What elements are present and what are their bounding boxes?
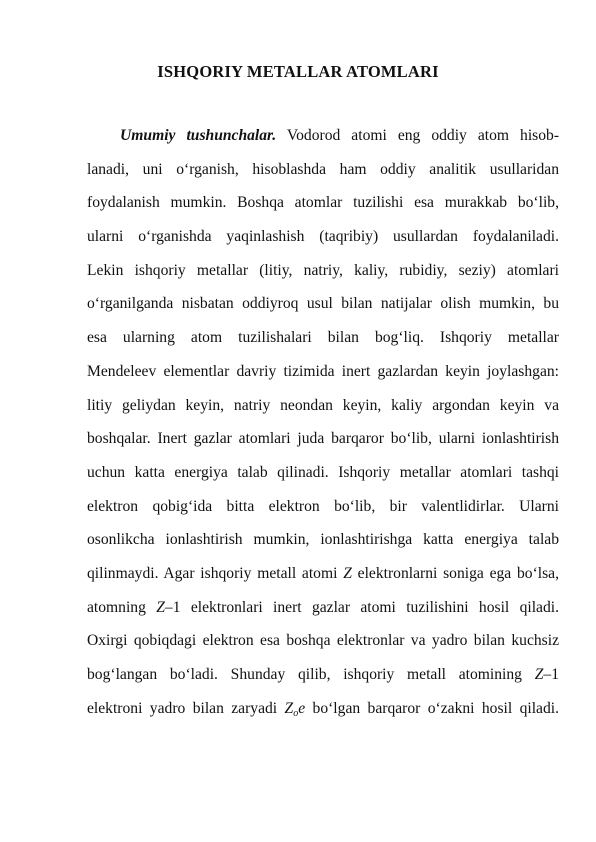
variable-e: e: [298, 699, 306, 717]
line-text: bo‘lgan barqaror o‘zakni hosil qiladi.: [305, 699, 559, 717]
paragraph-line: uchun katta energiya talab qilinadi. Ishqoriy metallar atomlari tashqi: [87, 463, 559, 481]
variable-z: Z: [343, 564, 352, 582]
line-text: Vodorod atomi eng oddiy atom hisob-: [276, 127, 560, 144]
line-text: –1: [543, 666, 559, 683]
paragraph-line: [87, 119, 559, 153]
paragraph-line: Lekin ishqoriy metallar (litiy, natriy, kaliy, rubidiy, seziy) atomlari: [87, 261, 559, 279]
paragraph-line: Oxirgi qobiqdagi elektron esa boshqa elektronlar va yadro bilan kuchsiz: [87, 632, 559, 650]
line-text: qilinmaydi. Agar ishqoriy metall atomi: [87, 564, 344, 582]
paragraph-line: elektron qobig‘ida bitta elektron bo‘lib, bir valentlidirlar. Ularni: [87, 497, 559, 515]
paragraph-line: litiy geliydan keyin, natriy neondan keyin, kaliy argondan keyin va: [87, 396, 559, 414]
paragraph-line: o‘rganilganda nisbatan oddiyroq usul bilan natijalar olish mumkin, bu: [87, 295, 559, 313]
paragraph-line: [87, 658, 559, 692]
paragraph-line: foydalanish mumkin. Boshqa atomlar tuzilishi esa murakkab bo‘lib,: [87, 194, 559, 212]
paragraph-line: [87, 557, 559, 591]
paragraph-line: lanadi, uni o‘rganish, hisoblashda ham oddiy analitik usullaridan: [87, 160, 559, 178]
paragraph-line: boshqalar. Inert gazlar atomlari juda barqaror bo‘lib, ularni ionlashtirish: [87, 430, 559, 448]
paragraph-line: Mendeleev elementlar davriy tizimida inert gazlardan keyin joylashgan:: [87, 362, 559, 380]
paragraph-line: osonlikcha ionlashtirish mumkin, ionlashtirishga katta energiya talab: [87, 531, 559, 549]
paragraph-line: [87, 692, 559, 726]
subscript-o: o: [293, 707, 299, 719]
variable-z: Z: [156, 598, 165, 616]
paragraph-line: esa ularning atom tuzilishalari bilan bog‘liq. Ishqoriy metallar: [87, 329, 559, 347]
variable-z: Z: [534, 666, 544, 683]
line-text: –1 elektronlari inert gazlar atomi tuzilishini hosil qiladi.: [164, 598, 559, 616]
line-text: atomning: [87, 598, 157, 616]
body-paragraph: [87, 119, 559, 725]
variable-z: Z: [284, 699, 294, 717]
document-title: ISHQORIY METALLAR ATOMLARI: [157, 62, 439, 81]
paragraph-line: ularni o‘rganishda yaqinlashish (taqribiy) usullardan foydalaniladi.: [87, 228, 559, 246]
paragraph-line: [87, 591, 559, 625]
line-text: elektronlarni soniga ega bo‘lsa,: [351, 564, 559, 582]
lead-phrase: Umumiy tushunchalar.: [120, 127, 277, 144]
line-text: bog‘langan bo‘ladi. Shunday qilib, ishqoriy metall atomining: [87, 666, 535, 683]
line-text: elektroni yadro bilan zaryadi: [87, 699, 285, 717]
